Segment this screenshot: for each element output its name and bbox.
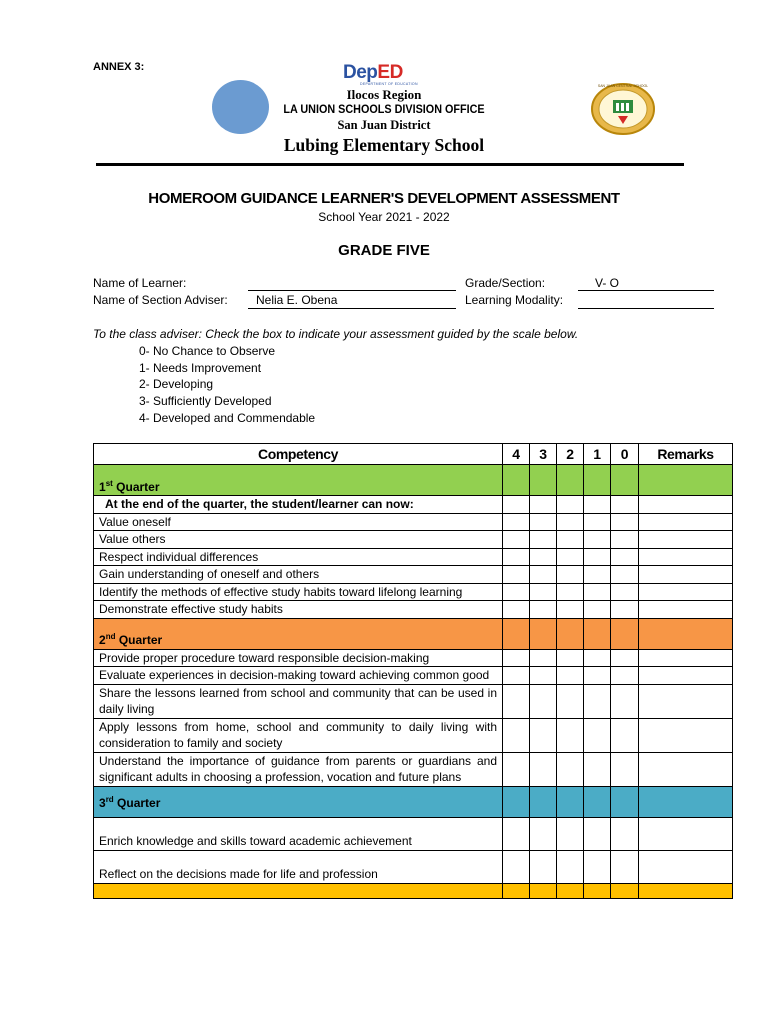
rating-cell[interactable] — [557, 583, 584, 601]
rating-cell[interactable] — [584, 513, 611, 531]
quarter-row-2 — [94, 618, 733, 649]
school-year: School Year 2021 - 2022 — [318, 210, 450, 224]
rating-cell[interactable] — [530, 583, 557, 601]
competency-item: Apply lessons from home, school and community to daily living with consideration to family and society — [94, 718, 503, 752]
rating-cell[interactable] — [530, 684, 557, 718]
deped-logo-left: Dep — [343, 62, 378, 83]
rating-cell[interactable] — [584, 684, 611, 718]
rating-cell[interactable] — [584, 667, 611, 685]
learner-label: Name of Learner: — [93, 276, 187, 290]
deped-logo-right: ED — [377, 62, 403, 83]
scale-item: 2- Developing — [139, 377, 214, 391]
table-row — [94, 667, 733, 685]
rating-cell[interactable] — [584, 752, 611, 786]
rating-cell[interactable] — [503, 817, 530, 850]
rating-cell[interactable] — [611, 513, 639, 531]
rating-cell[interactable] — [503, 667, 530, 685]
rating-cell[interactable] — [530, 883, 557, 898]
competency-item: Enrich knowledge and skills toward academic achievement — [94, 817, 503, 850]
rating-cell[interactable] — [503, 684, 530, 718]
annex-label: ANNEX 3: — [93, 61, 145, 73]
competency-item: Understand the importance of guidance from parents or guardians and significant adults in choosing a profession, vocation and future plans — [94, 752, 503, 786]
remarks-cell[interactable] — [639, 465, 733, 496]
rating-cell[interactable] — [530, 786, 557, 817]
rating-cell[interactable] — [503, 786, 530, 817]
quarter-row-4 — [94, 883, 733, 898]
rating-cell[interactable] — [611, 566, 639, 584]
learner-field[interactable] — [248, 290, 456, 291]
rating-cell[interactable] — [557, 548, 584, 566]
competency-item: Identify the methods of effective study habits toward lifelong learning — [94, 583, 503, 601]
rating-cell[interactable] — [503, 718, 530, 752]
rating-cell[interactable] — [584, 465, 611, 496]
rating-cell[interactable] — [611, 718, 639, 752]
rating-cell[interactable] — [503, 601, 530, 619]
document-title: HOMEROOM GUIDANCE LEARNER'S DEVELOPMENT ASSESSMENT — [148, 190, 620, 207]
rating-cell[interactable] — [503, 465, 530, 496]
rating-cell[interactable] — [557, 618, 584, 649]
rating-cell[interactable] — [557, 531, 584, 549]
remarks-cell[interactable] — [639, 667, 733, 685]
rating-cell[interactable] — [557, 752, 584, 786]
header-4: 4 — [503, 444, 530, 465]
rating-cell[interactable] — [530, 649, 557, 667]
rating-cell[interactable] — [557, 465, 584, 496]
competency-item: Demonstrate effective study habits — [94, 601, 503, 619]
table-row — [94, 684, 733, 718]
table-row — [94, 817, 733, 850]
rating-cell[interactable] — [530, 667, 557, 685]
grade-level: GRADE FIVE — [338, 242, 430, 259]
table-row — [94, 752, 733, 786]
rating-cell[interactable] — [611, 583, 639, 601]
rating-cell[interactable] — [584, 548, 611, 566]
rating-cell[interactable] — [584, 496, 611, 514]
remarks-cell[interactable] — [639, 601, 733, 619]
table-row — [94, 583, 733, 601]
rating-cell[interactable] — [611, 883, 639, 898]
rating-cell[interactable] — [611, 786, 639, 817]
competency-item: Evaluate experiences in decision-making toward achieving common good — [94, 667, 503, 685]
competency-item: Reflect on the decisions made for life and profession — [94, 850, 503, 883]
adviser-value: Nelia E. Obena — [256, 293, 338, 307]
district-name: San Juan District — [337, 118, 431, 132]
rating-cell[interactable] — [530, 718, 557, 752]
remarks-cell[interactable] — [639, 496, 733, 514]
scale-item: 0- No Chance to Observe — [139, 344, 276, 358]
rating-cell[interactable] — [530, 496, 557, 514]
rating-cell[interactable] — [530, 531, 557, 549]
rating-cell[interactable] — [530, 566, 557, 584]
rating-cell[interactable] — [557, 883, 584, 898]
competency-item: Value oneself — [94, 513, 503, 531]
rating-cell[interactable] — [584, 566, 611, 584]
rating-cell[interactable] — [503, 496, 530, 514]
remarks-cell[interactable] — [639, 531, 733, 549]
remarks-cell[interactable] — [639, 618, 733, 649]
rating-cell[interactable] — [584, 817, 611, 850]
rating-cell[interactable] — [584, 850, 611, 883]
rating-cell[interactable] — [530, 817, 557, 850]
header-divider — [96, 163, 684, 166]
rating-cell[interactable] — [530, 465, 557, 496]
remarks-cell[interactable] — [639, 548, 733, 566]
rating-cell[interactable] — [611, 496, 639, 514]
deped-logo — [343, 62, 403, 84]
rating-cell[interactable] — [584, 786, 611, 817]
table-row — [94, 513, 733, 531]
rating-cell[interactable] — [611, 850, 639, 883]
rating-cell[interactable] — [503, 566, 530, 584]
rating-cell[interactable] — [611, 548, 639, 566]
table-row — [94, 850, 733, 883]
remarks-cell[interactable] — [639, 786, 733, 817]
rating-cell[interactable] — [557, 496, 584, 514]
rating-cell[interactable] — [503, 513, 530, 531]
competency-item: Provide proper procedure toward responsible decision-making — [94, 649, 503, 667]
rating-cell[interactable] — [530, 618, 557, 649]
rating-cell[interactable] — [584, 618, 611, 649]
deped-logo-subtext: DEPARTMENT OF EDUCATION — [360, 82, 418, 86]
rating-cell[interactable] — [557, 786, 584, 817]
rating-cell[interactable] — [530, 752, 557, 786]
rating-cell[interactable] — [557, 566, 584, 584]
quarter-row-3 — [94, 786, 733, 817]
adviser-field[interactable] — [248, 308, 456, 309]
rating-cell[interactable] — [503, 649, 530, 667]
rating-cell[interactable] — [557, 850, 584, 883]
remarks-cell[interactable] — [639, 684, 733, 718]
rating-cell[interactable] — [611, 531, 639, 549]
region-name: Ilocos Region — [346, 87, 422, 102]
remarks-cell[interactable] — [639, 566, 733, 584]
header-competency: Competency — [94, 444, 503, 465]
competency-item: Gain understanding of oneself and others — [94, 566, 503, 584]
rating-cell[interactable] — [557, 513, 584, 531]
rating-cell[interactable] — [503, 883, 530, 898]
rating-cell[interactable] — [611, 667, 639, 685]
table-row — [94, 496, 733, 514]
table-row — [94, 718, 733, 752]
rating-cell[interactable] — [611, 618, 639, 649]
remarks-cell[interactable] — [639, 649, 733, 667]
rating-cell[interactable] — [530, 548, 557, 566]
remarks-cell[interactable] — [639, 513, 733, 531]
rating-cell[interactable] — [503, 752, 530, 786]
rating-cell[interactable] — [503, 548, 530, 566]
rating-cell[interactable] — [611, 601, 639, 619]
competency-item: Respect individual differences — [94, 548, 503, 566]
quarter-label: 2nd Quarter — [94, 618, 503, 649]
school-seal-text: SAN JUAN CENTRAL SCHOOL — [597, 84, 649, 88]
remarks-cell[interactable] — [639, 583, 733, 601]
header-2: 2 — [557, 444, 584, 465]
competency-table — [93, 443, 733, 899]
rating-cell[interactable] — [611, 465, 639, 496]
scale-item: 3- Sufficiently Developed — [139, 394, 272, 408]
table-row — [94, 649, 733, 667]
remarks-cell[interactable] — [639, 752, 733, 786]
rating-cell[interactable] — [503, 531, 530, 549]
school-name: Lubing Elementary School — [283, 135, 485, 155]
quarter-label-empty — [94, 883, 503, 898]
competency-item: Value others — [94, 531, 503, 549]
rating-cell[interactable] — [557, 718, 584, 752]
rating-cell[interactable] — [611, 817, 639, 850]
rating-cell[interactable] — [584, 718, 611, 752]
rating-cell[interactable] — [557, 684, 584, 718]
rating-cell[interactable] — [503, 583, 530, 601]
header-3: 3 — [530, 444, 557, 465]
rating-cell[interactable] — [557, 667, 584, 685]
rating-cell[interactable] — [584, 601, 611, 619]
modality-field[interactable] — [578, 308, 714, 309]
header-0: 0 — [611, 444, 639, 465]
rating-cell[interactable] — [584, 583, 611, 601]
quarter-label: 1st Quarter — [94, 465, 503, 496]
instructions-text: To the class adviser: Check the box to indicate your assessment guided by the scale below. — [93, 327, 579, 341]
rating-cell[interactable] — [611, 752, 639, 786]
scale-item: 4- Developed and Commendable — [139, 411, 316, 425]
competency-item: Share the lessons learned from school and community that can be used in daily living — [94, 684, 503, 718]
rating-cell[interactable] — [557, 817, 584, 850]
remarks-cell[interactable] — [639, 817, 733, 850]
division-office: LA UNION SCHOOLS DIVISION OFFICE — [283, 102, 485, 116]
rating-cell[interactable] — [584, 649, 611, 667]
remarks-cell[interactable] — [639, 850, 733, 883]
school-seal-icon — [590, 82, 656, 136]
table-row — [94, 531, 733, 549]
header-1: 1 — [584, 444, 611, 465]
modality-label: Learning Modality: — [465, 293, 564, 307]
scale-item: 1- Needs Improvement — [139, 361, 262, 375]
quarter-row-1 — [94, 465, 733, 496]
grade-section-value: V- O — [595, 276, 620, 290]
rating-cell[interactable] — [611, 684, 639, 718]
grade-section-label: Grade/Section: — [465, 276, 546, 290]
rating-cell[interactable] — [530, 513, 557, 531]
quarter-intro: At the end of the quarter, the student/learner can now: — [94, 496, 503, 514]
rating-cell[interactable] — [530, 850, 557, 883]
grade-section-field[interactable] — [578, 290, 714, 291]
rating-cell[interactable] — [530, 601, 557, 619]
header-remarks: Remarks — [639, 444, 733, 465]
table-row — [94, 548, 733, 566]
rating-cell[interactable] — [503, 850, 530, 883]
rating-cell[interactable] — [557, 601, 584, 619]
rating-cell[interactable] — [611, 649, 639, 667]
table-row — [94, 601, 733, 619]
rating-cell[interactable] — [584, 531, 611, 549]
remarks-cell[interactable] — [639, 718, 733, 752]
rating-cell[interactable] — [584, 883, 611, 898]
rating-cell[interactable] — [503, 618, 530, 649]
adviser-label: Name of Section Adviser: — [93, 293, 228, 307]
remarks-cell[interactable] — [639, 883, 733, 898]
quarter-label: 3rd Quarter — [94, 786, 503, 817]
rating-cell[interactable] — [557, 649, 584, 667]
table-header-row — [94, 444, 733, 465]
table-row — [94, 566, 733, 584]
